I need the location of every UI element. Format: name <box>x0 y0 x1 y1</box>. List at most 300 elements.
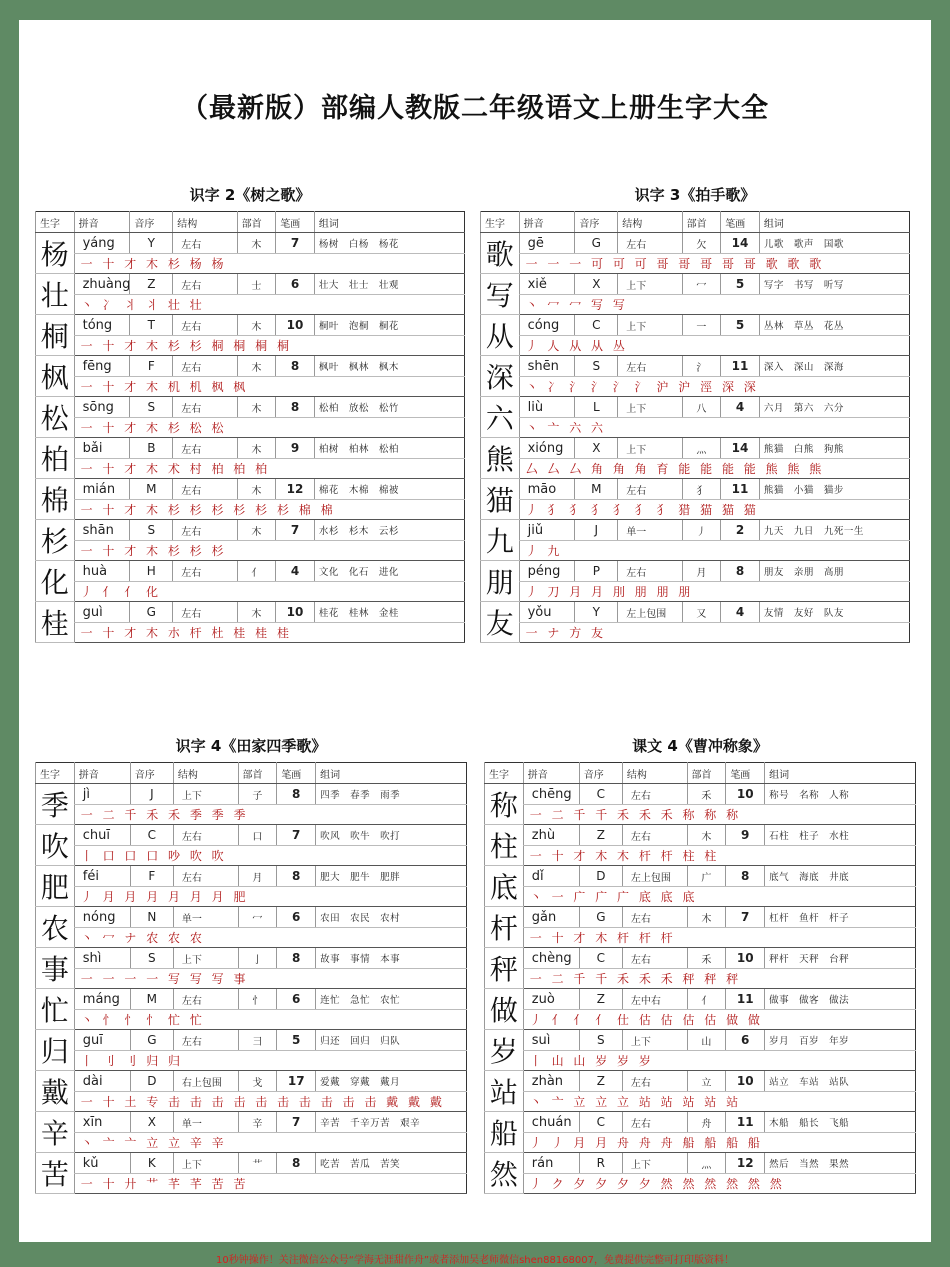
pinyin-cell: chuī <box>74 825 130 846</box>
header-char: 生字 <box>481 212 520 233</box>
stroke-order-row <box>36 887 467 907</box>
pinyin-cell: dài <box>74 1071 130 1092</box>
structure-cell: 左右 <box>618 479 682 500</box>
character-cell: 农 <box>36 907 75 948</box>
stroke-order-row <box>485 1051 916 1071</box>
index-letter-cell: H <box>130 561 173 582</box>
stroke-order-cell: 丶 亠 亠 立 立 辛 辛 <box>74 1133 466 1153</box>
structure-cell: 左上包围 <box>622 866 687 887</box>
stroke-order-row <box>481 623 910 643</box>
stroke-order-row <box>36 582 465 602</box>
pinyin-cell: shēn <box>519 356 575 377</box>
words-cell: 木船 船长 飞船 <box>765 1112 916 1133</box>
character-cell: 写 <box>481 274 520 315</box>
pinyin-cell: shì <box>74 948 130 969</box>
header-pinyin: 拼音 <box>519 212 575 233</box>
header-words: 组词 <box>314 212 464 233</box>
structure-cell: 上下 <box>618 438 682 459</box>
table-row <box>485 948 916 969</box>
index-letter-cell: S <box>130 520 173 541</box>
header-index: 音序 <box>130 212 173 233</box>
page-title: （最新版）部编人教版二年级语文上册生字大全 <box>181 93 769 124</box>
radical-cell: 又 <box>682 602 721 623</box>
stroke-order-cell: 一 十 才 木 朩 杆 杜 桂 桂 桂 <box>74 623 464 643</box>
table-row <box>481 438 910 459</box>
stroke-order-row <box>485 887 916 907</box>
header-structure: 结构 <box>173 212 237 233</box>
pinyin-cell: chèng <box>523 948 579 969</box>
pinyin-cell: jì <box>74 784 130 805</box>
table-row <box>36 479 465 500</box>
words-cell: 枫叶 枫林 枫木 <box>314 356 464 377</box>
stroke-order-row <box>481 295 910 315</box>
words-cell: 柏树 柏林 松柏 <box>314 438 464 459</box>
table-row <box>485 825 916 846</box>
words-cell: 熊猫 小猫 猫步 <box>759 479 909 500</box>
pinyin-cell: nóng <box>74 907 130 928</box>
structure-cell: 左右 <box>173 602 237 623</box>
stroke-order-cell: 一 十 廾 艹 芊 芊 苦 苦 <box>74 1174 466 1194</box>
stroke-count-cell: 9 <box>726 825 765 846</box>
character-cell: 友 <box>481 602 520 643</box>
words-cell: 六月 第六 六分 <box>759 397 909 418</box>
radical-cell: 八 <box>682 397 721 418</box>
stroke-count-cell: 12 <box>726 1153 765 1174</box>
stroke-order-row <box>481 336 910 356</box>
table-row <box>485 866 916 887</box>
stroke-order-cell: 一 ナ 方 友 <box>519 623 909 643</box>
character-cell: 从 <box>481 315 520 356</box>
character-cell: 桂 <box>36 602 75 643</box>
index-letter-cell: Y <box>575 602 618 623</box>
words-cell: 丛林 草丛 花丛 <box>759 315 909 336</box>
pinyin-cell: zhuàng <box>74 274 130 295</box>
stroke-order-row <box>481 500 910 520</box>
words-cell: 辛苦 千辛万苦 艰辛 <box>316 1112 467 1133</box>
radical-cell: 木 <box>237 315 276 336</box>
stroke-count-cell: 8 <box>277 948 316 969</box>
character-cell: 事 <box>36 948 75 989</box>
stroke-count-cell: 7 <box>277 825 316 846</box>
structure-cell: 左右 <box>173 233 237 254</box>
stroke-count-cell: 4 <box>721 602 760 623</box>
character-cell: 辛 <box>36 1112 75 1153</box>
character-cell: 秤 <box>485 948 524 989</box>
stroke-count-cell: 8 <box>277 1153 316 1174</box>
header-words: 组词 <box>759 212 909 233</box>
pinyin-cell: chuán <box>523 1112 579 1133</box>
structure-cell: 左右 <box>173 274 237 295</box>
character-cell: 熊 <box>481 438 520 479</box>
character-cell: 柱 <box>485 825 524 866</box>
index-letter-cell: F <box>130 866 173 887</box>
header-pinyin: 拼音 <box>74 763 130 784</box>
words-cell: 连忙 急忙 农忙 <box>316 989 467 1010</box>
table-row <box>36 907 467 928</box>
stroke-count-cell: 10 <box>726 1071 765 1092</box>
character-table <box>480 211 910 643</box>
structure-cell: 左右 <box>173 825 238 846</box>
character-cell: 然 <box>485 1153 524 1194</box>
index-letter-cell: K <box>130 1153 173 1174</box>
pinyin-cell: suì <box>523 1030 579 1051</box>
header-strokes: 笔画 <box>726 763 765 784</box>
stroke-order-cell: 丶 冫 氵 氵 氵 氵 沪 沪 涇 深 深 <box>519 377 909 397</box>
structure-cell: 左右 <box>173 397 237 418</box>
stroke-order-row <box>36 336 465 356</box>
table-row <box>36 520 465 541</box>
words-cell: 吹风 吹牛 吹打 <box>316 825 467 846</box>
stroke-count-cell: 4 <box>721 397 760 418</box>
radical-cell: 忄 <box>238 989 277 1010</box>
index-letter-cell: Z <box>579 989 622 1010</box>
pinyin-cell: sōng <box>74 397 130 418</box>
index-letter-cell: Z <box>130 274 173 295</box>
radical-cell: 木 <box>687 907 726 928</box>
radical-cell: 冖 <box>238 907 277 928</box>
stroke-order-cell: 一 十 才 木 杉 杉 杉 杉 杉 杉 棉 棉 <box>74 500 464 520</box>
stroke-order-cell: 丶 忄 忄 忄 忙 忙 <box>74 1010 466 1030</box>
stroke-order-cell: 一 十 才 木 杉 松 松 <box>74 418 464 438</box>
stroke-count-cell: 8 <box>277 784 316 805</box>
structure-cell: 左右 <box>173 866 238 887</box>
stroke-order-cell: 丿 亻 亻 亻 仕 估 估 估 估 做 做 <box>523 1010 915 1030</box>
structure-cell: 左右 <box>173 561 237 582</box>
structure-cell: 左中右 <box>622 989 687 1010</box>
stroke-order-cell: 一 十 才 木 杉 杨 杨 <box>74 254 464 274</box>
radical-cell: 灬 <box>687 1153 726 1174</box>
stroke-count-cell: 10 <box>276 315 315 336</box>
character-cell: 归 <box>36 1030 75 1071</box>
stroke-order-row <box>481 377 910 397</box>
structure-cell: 上下 <box>618 315 682 336</box>
index-letter-cell: S <box>579 1030 622 1051</box>
structure-cell: 上下 <box>173 1153 238 1174</box>
words-cell: 友情 友好 队友 <box>759 602 909 623</box>
stroke-order-row <box>36 377 465 397</box>
stroke-order-row <box>485 1010 916 1030</box>
words-cell: 棉花 木棉 棉被 <box>314 479 464 500</box>
structure-cell: 单一 <box>618 520 682 541</box>
words-cell: 深入 深山 深海 <box>759 356 909 377</box>
character-cell: 壮 <box>36 274 75 315</box>
stroke-order-row <box>36 846 467 866</box>
footer-notice: 10秒钟操作！关注微信公众号“学海无涯甜作舟”或者添加吴老师微信shen88168007，免费提供完整可打印版资料！ <box>215 1255 735 1266</box>
table-row <box>36 602 465 623</box>
stroke-order-cell: 一 十 才 木 术 村 柏 柏 柏 <box>74 459 464 479</box>
table-row <box>481 602 910 623</box>
index-letter-cell: Z <box>579 825 622 846</box>
words-cell: 故事 事情 本事 <box>316 948 467 969</box>
stroke-count-cell: 10 <box>726 784 765 805</box>
radical-cell: 木 <box>237 397 276 418</box>
table-row <box>485 1030 916 1051</box>
structure-cell: 左右 <box>173 356 237 377</box>
stroke-order-row <box>36 500 465 520</box>
radical-cell: 士 <box>237 274 276 295</box>
stroke-order-row <box>36 1174 467 1194</box>
stroke-order-cell: 丿 犭 犭 犭 犭 犭 犭 猎 猫 猫 猫 <box>519 500 909 520</box>
index-letter-cell: M <box>130 479 173 500</box>
stroke-count-cell: 6 <box>277 907 316 928</box>
stroke-count-cell: 11 <box>721 356 760 377</box>
section-title: 识字 4《田家四季歌》 <box>175 737 327 755</box>
header-char: 生字 <box>485 763 524 784</box>
stroke-order-row <box>481 541 910 561</box>
table-row <box>485 1112 916 1133</box>
stroke-order-row <box>36 1092 467 1112</box>
words-cell: 桂花 桂林 金桂 <box>314 602 464 623</box>
radical-cell: 月 <box>238 866 277 887</box>
table-row <box>485 907 916 928</box>
pinyin-cell: liù <box>519 397 575 418</box>
index-letter-cell: X <box>575 274 618 295</box>
pinyin-cell: yǒu <box>519 602 575 623</box>
radical-cell: 木 <box>237 479 276 500</box>
words-cell: 九天 九日 九死一生 <box>759 520 909 541</box>
header-words: 组词 <box>316 763 467 784</box>
stroke-count-cell: 8 <box>721 561 760 582</box>
pinyin-cell: xīn <box>74 1112 130 1133</box>
radical-cell: 欠 <box>682 233 721 254</box>
radical-cell: 一 <box>682 315 721 336</box>
structure-cell: 右上包围 <box>173 1071 238 1092</box>
pinyin-cell: gǎn <box>523 907 579 928</box>
radical-cell: 亻 <box>687 989 726 1010</box>
index-letter-cell: N <box>130 907 173 928</box>
character-cell: 季 <box>36 784 75 825</box>
stroke-order-row <box>485 1133 916 1153</box>
structure-cell: 上下 <box>618 397 682 418</box>
radical-cell: 禾 <box>687 948 726 969</box>
radical-cell: 木 <box>237 520 276 541</box>
words-cell: 熊猫 白熊 狗熊 <box>759 438 909 459</box>
header-radical: 部首 <box>682 212 721 233</box>
character-cell: 桐 <box>36 315 75 356</box>
stroke-count-cell: 14 <box>721 438 760 459</box>
radical-cell: 木 <box>237 602 276 623</box>
radical-cell: 丿 <box>682 520 721 541</box>
words-cell: 松柏 放松 松竹 <box>314 397 464 418</box>
radical-cell: 木 <box>687 825 726 846</box>
pinyin-cell: guī <box>74 1030 130 1051</box>
pinyin-cell: kǔ <box>74 1153 130 1174</box>
pinyin-cell: shān <box>74 520 130 541</box>
header-strokes: 笔画 <box>277 763 316 784</box>
index-letter-cell: D <box>130 1071 173 1092</box>
structure-cell: 上下 <box>618 274 682 295</box>
radical-cell: 月 <box>682 561 721 582</box>
stroke-order-row <box>485 805 916 825</box>
table-row <box>481 233 910 254</box>
radical-cell: 舟 <box>687 1112 726 1133</box>
character-cell: 戴 <box>36 1071 75 1112</box>
structure-cell: 左右 <box>173 1030 238 1051</box>
stroke-order-row <box>485 928 916 948</box>
radical-cell: 木 <box>237 356 276 377</box>
words-cell: 底气 海底 井底 <box>765 866 916 887</box>
table-row <box>36 1153 467 1174</box>
table-row <box>485 784 916 805</box>
table-row <box>36 866 467 887</box>
words-cell: 四季 春季 雨季 <box>316 784 467 805</box>
stroke-count-cell: 5 <box>721 274 760 295</box>
stroke-order-row <box>36 295 465 315</box>
stroke-order-cell: 一 一 一 一 写 写 写 事 <box>74 969 466 989</box>
pinyin-cell: zhù <box>523 825 579 846</box>
words-cell: 做事 做客 做法 <box>765 989 916 1010</box>
index-letter-cell: X <box>575 438 618 459</box>
radical-cell: 亻 <box>237 561 276 582</box>
structure-cell: 上下 <box>622 1030 687 1051</box>
stroke-order-cell: 丿 人 从 从 丛 <box>519 336 909 356</box>
index-letter-cell: P <box>575 561 618 582</box>
section-title: 识字 3《拍手歌》 <box>634 186 756 204</box>
character-cell: 枫 <box>36 356 75 397</box>
index-letter-cell: C <box>575 315 618 336</box>
pinyin-cell: xiě <box>519 274 575 295</box>
stroke-count-cell: 6 <box>276 274 315 295</box>
header-structure: 结构 <box>622 763 687 784</box>
words-cell: 儿歌 歌声 国歌 <box>759 233 909 254</box>
character-cell: 歌 <box>481 233 520 274</box>
index-letter-cell: S <box>130 948 173 969</box>
structure-cell: 左右 <box>622 907 687 928</box>
stroke-order-row <box>36 969 467 989</box>
character-cell: 底 <box>485 866 524 907</box>
stroke-order-cell: 一 二 千 千 禾 禾 禾 称 称 称 <box>523 805 915 825</box>
structure-cell: 左右 <box>618 356 682 377</box>
stroke-order-cell: 丨 口 口 口 吵 吹 吹 <box>74 846 466 866</box>
stroke-order-cell: 丿 刀 月 月 刖 朋 朋 朋 <box>519 582 909 602</box>
table-row <box>481 356 910 377</box>
radical-cell: 禾 <box>687 784 726 805</box>
stroke-order-row <box>36 928 467 948</box>
table-row <box>36 233 465 254</box>
character-cell: 九 <box>481 520 520 561</box>
stroke-order-cell: 一 十 才 木 杉 杉 杉 <box>74 541 464 561</box>
stroke-order-cell: 丿 丿 月 月 舟 舟 舟 船 船 船 船 <box>523 1133 915 1153</box>
character-cell: 杉 <box>36 520 75 561</box>
table-row <box>36 315 465 336</box>
words-cell: 吃苦 苦瓜 苦笑 <box>316 1153 467 1174</box>
header-pinyin: 拼音 <box>74 212 130 233</box>
header-index: 音序 <box>579 763 622 784</box>
header-index: 音序 <box>575 212 618 233</box>
character-cell: 松 <box>36 397 75 438</box>
index-letter-cell: G <box>130 602 173 623</box>
table-row <box>36 274 465 295</box>
stroke-count-cell: 10 <box>726 948 765 969</box>
header-words: 组词 <box>765 763 916 784</box>
stroke-order-row <box>36 254 465 274</box>
character-cell: 朋 <box>481 561 520 602</box>
pinyin-cell: máng <box>74 989 130 1010</box>
radical-cell: 辛 <box>238 1112 277 1133</box>
stroke-order-cell: 一 二 千 禾 禾 季 季 季 <box>74 805 466 825</box>
index-letter-cell: T <box>130 315 173 336</box>
words-cell: 然后 当然 果然 <box>765 1153 916 1174</box>
index-letter-cell: S <box>575 356 618 377</box>
stroke-order-row <box>36 418 465 438</box>
header-pinyin: 拼音 <box>523 763 579 784</box>
index-letter-cell: Z <box>579 1071 622 1092</box>
header-index: 音序 <box>130 763 173 784</box>
words-cell: 称号 名称 人称 <box>765 784 916 805</box>
section-title: 课文 4《曹冲称象》 <box>632 737 768 755</box>
stroke-order-row <box>485 1174 916 1194</box>
table-row <box>481 561 910 582</box>
table-row <box>36 825 467 846</box>
header-radical: 部首 <box>687 763 726 784</box>
index-letter-cell: C <box>130 825 173 846</box>
stroke-order-cell: 丶 亠 六 六 <box>519 418 909 438</box>
stroke-count-cell: 8 <box>276 397 315 418</box>
pinyin-cell: xióng <box>519 438 575 459</box>
words-cell: 水杉 杉木 云杉 <box>314 520 464 541</box>
stroke-count-cell: 5 <box>721 315 760 336</box>
character-table <box>484 762 916 1194</box>
pinyin-cell: bǎi <box>74 438 130 459</box>
index-letter-cell: Y <box>130 233 173 254</box>
words-cell: 杨树 白杨 杨花 <box>314 233 464 254</box>
pinyin-cell: māo <box>519 479 575 500</box>
index-letter-cell: C <box>579 784 622 805</box>
header-structure: 结构 <box>173 763 238 784</box>
stroke-order-row <box>481 459 910 479</box>
radical-cell: 戈 <box>238 1071 277 1092</box>
words-cell: 岁月 百岁 年岁 <box>765 1030 916 1051</box>
stroke-count-cell: 11 <box>726 1112 765 1133</box>
index-letter-cell: X <box>130 1112 173 1133</box>
structure-cell: 左右 <box>618 561 682 582</box>
stroke-order-row <box>481 582 910 602</box>
stroke-order-row <box>481 418 910 438</box>
words-cell: 秤杆 天秤 台秤 <box>765 948 916 969</box>
words-cell: 文化 化石 进化 <box>314 561 464 582</box>
character-cell: 杨 <box>36 233 75 274</box>
words-cell: 肥大 肥牛 肥胖 <box>316 866 467 887</box>
stroke-count-cell: 8 <box>276 356 315 377</box>
index-letter-cell: M <box>130 989 173 1010</box>
character-cell: 柏 <box>36 438 75 479</box>
structure-cell: 上下 <box>173 948 238 969</box>
radical-cell: 口 <box>238 825 277 846</box>
stroke-order-row <box>481 254 910 274</box>
words-cell: 石柱 柱子 水柱 <box>765 825 916 846</box>
character-cell: 站 <box>485 1071 524 1112</box>
stroke-order-row <box>36 541 465 561</box>
character-cell: 吹 <box>36 825 75 866</box>
table-row <box>36 948 467 969</box>
stroke-count-cell: 6 <box>277 989 316 1010</box>
table-row <box>481 315 910 336</box>
header-char: 生字 <box>36 212 75 233</box>
pinyin-cell: rán <box>523 1153 579 1174</box>
table-row <box>36 989 467 1010</box>
pinyin-cell: zhàn <box>523 1071 579 1092</box>
pinyin-cell: huà <box>74 561 130 582</box>
header-radical: 部首 <box>238 763 277 784</box>
index-letter-cell: M <box>575 479 618 500</box>
radical-cell: 木 <box>237 438 276 459</box>
radical-cell: 艹 <box>238 1153 277 1174</box>
index-letter-cell: R <box>579 1153 622 1174</box>
structure-cell: 左右 <box>173 479 237 500</box>
character-cell: 猫 <box>481 479 520 520</box>
structure-cell: 左上包围 <box>618 602 682 623</box>
stroke-count-cell: 12 <box>276 479 315 500</box>
